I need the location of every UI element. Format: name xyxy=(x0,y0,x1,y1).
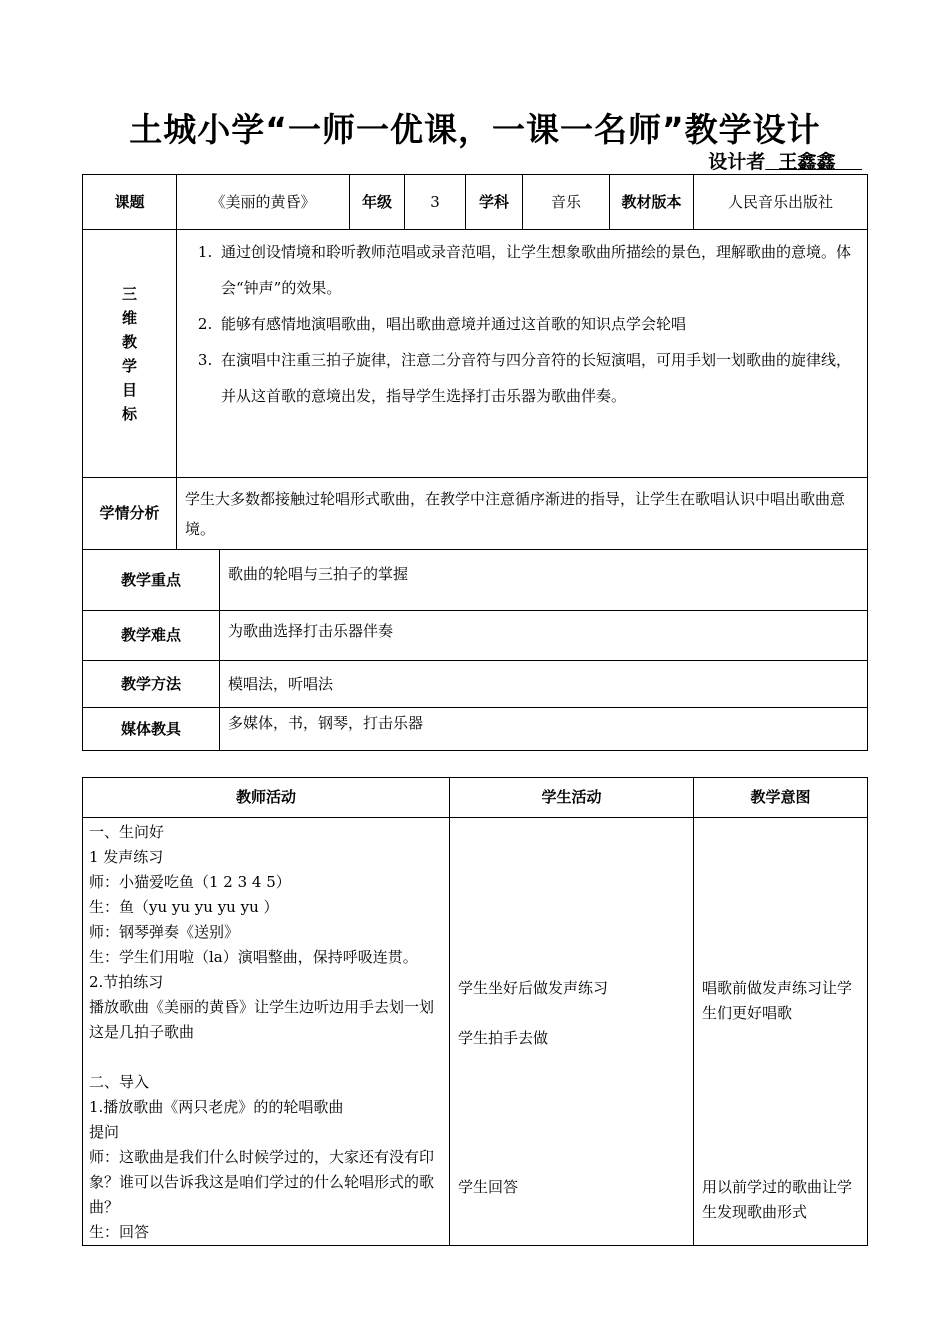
edition-value: 人民音乐出版社 xyxy=(694,175,868,230)
activity-table xyxy=(82,777,868,1246)
subject-value: 音乐 xyxy=(523,175,610,230)
key-point-label: 教学重点 xyxy=(83,550,220,611)
header-intent: 教学意图 xyxy=(694,778,868,818)
grade-label: 年级 xyxy=(350,175,405,230)
media-text: 多媒体，书，钢琴，打击乐器 xyxy=(220,708,868,751)
media-label: 媒体教具 xyxy=(83,708,220,751)
header-teacher: 教师活动 xyxy=(83,778,450,818)
difficulty-label: 教学难点 xyxy=(83,611,220,661)
student-activity xyxy=(450,818,694,1246)
edition-label: 教材版本 xyxy=(610,175,694,230)
page-title: 土城小学“一师一优课，一课一名师”教学设计 xyxy=(129,110,821,149)
topic-label: 课题 xyxy=(83,175,177,230)
subject-label: 学科 xyxy=(466,175,523,230)
student-item: 学生拍手去做 xyxy=(458,1029,549,1047)
analysis-text: 学生大多数都接触过轮唱形式歌曲，在教学中注意循序渐进的指导，让学生在歌唱认识中唱出歌曲意境。 xyxy=(177,478,868,550)
student-item: 学生坐好后做发声练习 xyxy=(458,979,609,997)
method-label: 教学方法 xyxy=(83,661,220,708)
teaching-intent xyxy=(694,818,868,1246)
designer-name: 王鑫鑫 xyxy=(778,151,836,173)
goals-content xyxy=(177,230,868,478)
student-item: 学生回答 xyxy=(458,1178,519,1196)
key-point-text: 歌曲的轮唱与三拍子的掌握 xyxy=(220,550,868,611)
method-text: 模唱法，听唱法 xyxy=(220,661,868,708)
goal-item: 1. 通过创设情境和聆听教师范唱或录音范唱，让学生想象歌曲所描绘的景色，理解歌曲的意境。体会“钟声”的效果。 xyxy=(217,234,859,306)
analysis-label: 学情分析 xyxy=(83,478,177,550)
goal-item: 2. 能够有感情地演唱歌曲，唱出歌曲意境并通过这首歌的知识点学会轮唱 xyxy=(217,306,859,342)
difficulty-text: 为歌曲选择打击乐器伴奏 xyxy=(220,611,868,661)
topic-value: 《美丽的黄昏》 xyxy=(177,175,350,230)
goals-label: 三 维 教 学 目 标 xyxy=(83,230,177,478)
lesson-info-table xyxy=(82,174,868,751)
designer-label: 设计者 xyxy=(708,151,766,173)
teacher-activity: 一、生问好 1 发声练习 师：小猫爱吃鱼（1 2 3 4 5） 生：鱼（yu yu yu yu yu ） 师：钢琴弹奏《送别》 生：学生们用啦（la）演唱整曲，保持呼吸连贯。 2.节拍练习 播放歌曲《美丽的黄昏》让学生边听边用手去划一划这是几拍子歌曲 二、导入 1.播放歌曲《两只老虎》的的轮唱歌曲 提问 师：这歌曲是我们什么时候学过的，大家还有没有印象？谁可以告诉我这是咱们学过的什么轮唱形式的歌曲？ 生：回答 xyxy=(83,818,450,1246)
intent-item: 用以前学过的歌曲让学生发现歌曲形式 xyxy=(702,1178,853,1221)
intent-item: 唱歌前做发声练习让学生们更好唱歌 xyxy=(702,979,853,1022)
grade-value: 3 xyxy=(405,175,466,230)
goal-item: 3. 在演唱中注重三拍子旋律，注意二分音符与四分音符的长短演唱，可用手划一划歌曲的旋律线，并从这首歌的意境出发，指导学生选择打击乐器为歌曲伴奏。 xyxy=(217,342,859,414)
designer-line xyxy=(708,147,862,174)
header-student: 学生活动 xyxy=(450,778,694,818)
